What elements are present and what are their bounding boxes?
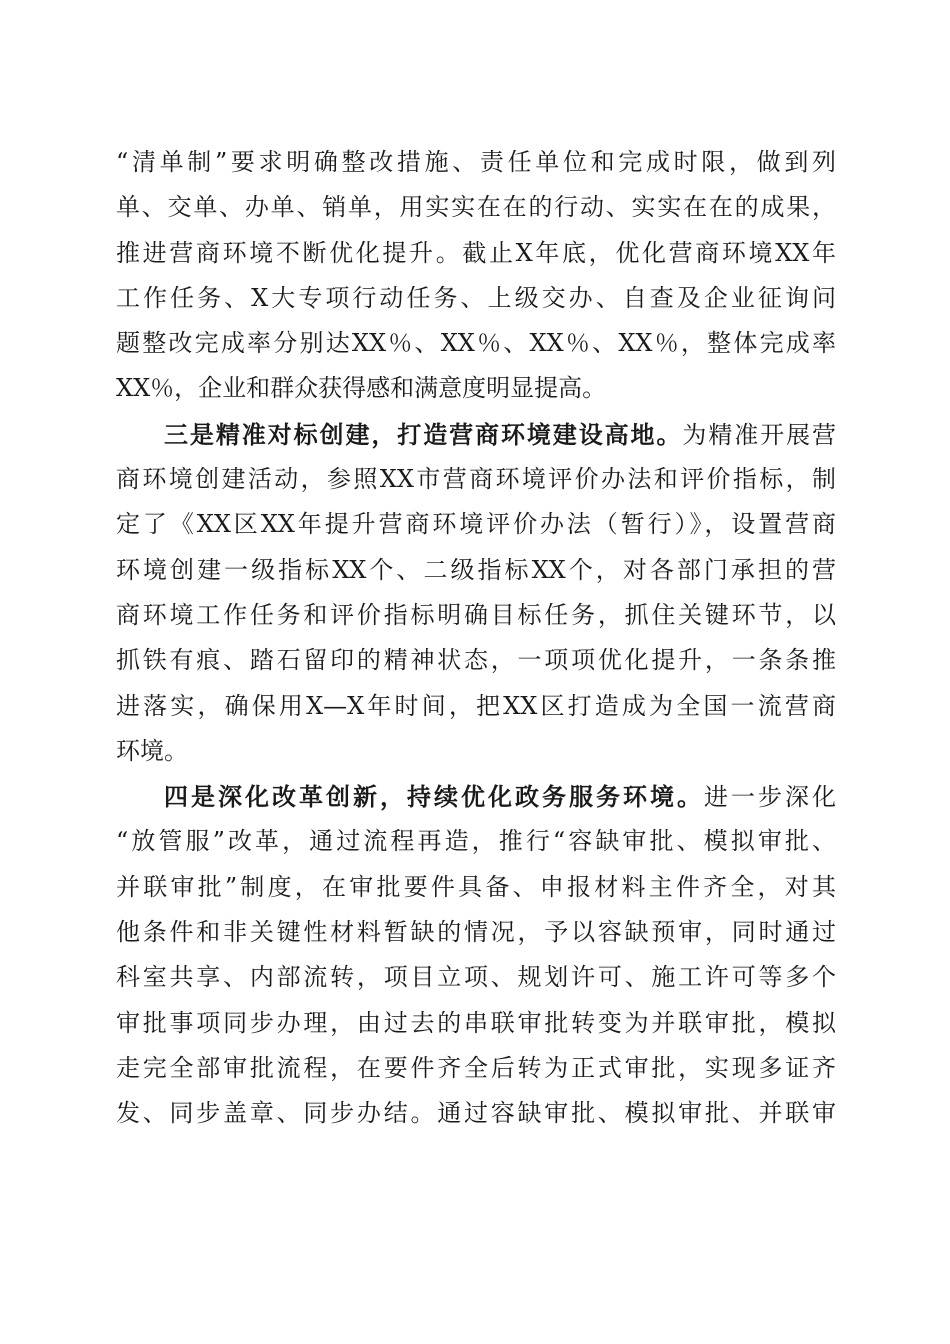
- text-line: 工作任务、X大专项行动任务、上级交办、自查及企业征询问: [116, 283, 836, 312]
- text-line: 抓铁有痕、踏石留印的精神状态，一项项优化提升，一条条推: [116, 646, 836, 675]
- paragraph-reform: [116, 774, 836, 1136]
- text-line: 商环境创建活动，参照XX市营商环境评价办法和评价指标，制: [116, 465, 836, 494]
- paragraph-heading: 四是深化改革创新，持续优化政务服务环境。: [164, 782, 704, 812]
- text-line: XX％，企业和群众获得感和满意度明显提高。: [116, 374, 607, 403]
- text-line: [116, 774, 836, 819]
- text-line: 推进营商环境不断优化提升。截止X年底，优化营商环境XX年: [116, 238, 836, 267]
- text-line: 题整改完成率分别达XX％、XX％、XX％、XX％，整体完成率: [116, 329, 836, 358]
- text-line: 科室共享、内部流转，项目立项、规划许可、施工许可等多个: [116, 963, 836, 992]
- text-line: 他条件和非关键性材料暂缺的情况，予以容缺预审，同时通过: [116, 918, 836, 947]
- paragraph-benchmark: [116, 412, 836, 774]
- text-line: “清单制”要求明确整改措施、责任单位和完成时限，做到列: [116, 148, 836, 176]
- text-line: 环境创建一级指标XX个、二级指标XX个，对各部门承担的营: [116, 555, 836, 584]
- text-run: 进一步深化: [704, 783, 836, 812]
- paragraph-heading: 三是精准对标创建，打造营商环境建设高地。: [164, 419, 683, 449]
- text-line: [116, 412, 836, 457]
- text-line: 定了《XX区XX年提升营商环境评价办法（暂行）》，设置营商: [116, 510, 836, 539]
- text-line: “放管服”改革，通过流程再造，推行“容缺审批、模拟审批、: [116, 827, 836, 856]
- text-line: 环境。: [116, 736, 188, 765]
- text-line: 单、交单、办单、销单，用实实在在的行动、实实在在的成果，: [116, 193, 836, 222]
- text-line: 进落实，确保用X—X年时间，把XX区打造成为全国一流营商: [116, 691, 836, 720]
- document-body: [116, 140, 836, 1137]
- text-run: 为精准开展营: [682, 420, 836, 449]
- text-line: 发、同步盖章、同步办结。通过容缺审批、模拟审批、并联审: [116, 1099, 836, 1128]
- text-line: 并联审批”制度，在审批要件具备、申报材料主件齐全，对其: [116, 872, 836, 901]
- text-line: 商环境工作任务和评价指标明确目标任务，抓住关键环节，以: [116, 600, 836, 629]
- paragraph-list-system: [116, 140, 836, 412]
- text-line: 走完全部审批流程，在要件齐全后转为正式审批，实现多证齐: [116, 1053, 836, 1082]
- text-line: 审批事项同步办理，由过去的串联审批转变为并联审批，模拟: [116, 1008, 836, 1037]
